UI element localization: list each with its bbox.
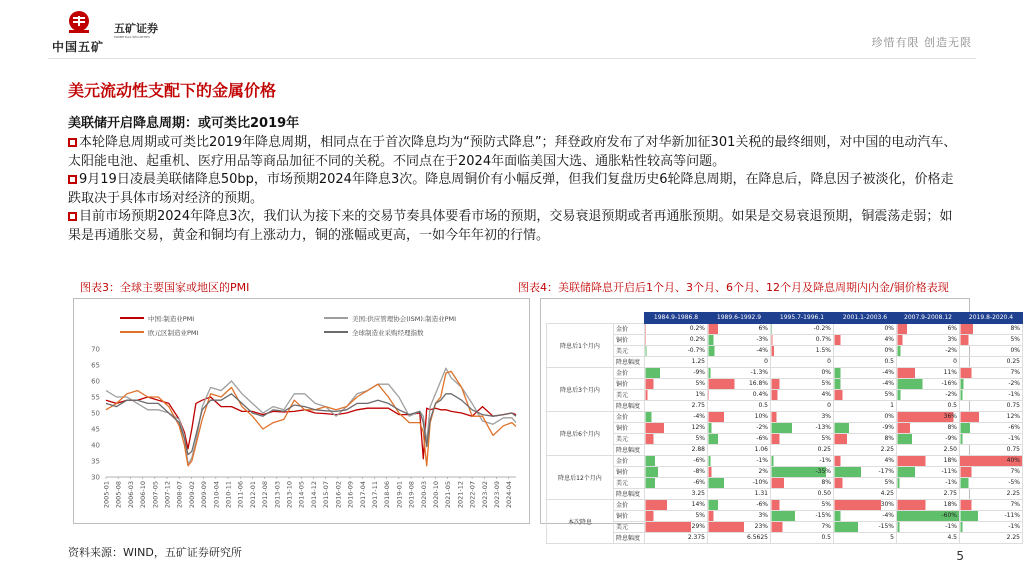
metric-label: 金价	[614, 411, 645, 422]
table-cell: -0.7%	[645, 345, 708, 356]
table-cell: -6%	[708, 433, 771, 444]
logo-securities-name: 五矿证券	[114, 22, 158, 35]
x-tick-label: 2009-09	[200, 481, 209, 509]
x-tick-label: 2013-03	[273, 481, 282, 509]
table-cell: -15%	[834, 521, 897, 532]
table-cell: -11%	[897, 466, 960, 477]
table-cell: 8%	[771, 477, 834, 488]
source-note: 资料来源：WIND，五矿证券研究所	[68, 546, 242, 559]
table-cell: 18%	[897, 455, 960, 466]
table-cell: -6%	[645, 455, 708, 466]
y-tick-label: 60	[91, 377, 100, 386]
table-cell: -6%	[708, 499, 771, 510]
table-cell: 18%	[897, 499, 960, 510]
x-tick-label: 2020-10	[431, 481, 440, 509]
x-tick-label: 2016-02	[334, 481, 343, 509]
table-cell: 0.25	[771, 444, 834, 455]
table-cell: 4.25	[834, 488, 897, 499]
x-tick-label: 2020-03	[419, 481, 428, 509]
x-tick-label: 2023-09	[492, 481, 501, 509]
bullet-text: 9月19日凌晨美联储降息50bp，市场预期2024年降息3次。降息周铜价有小幅反弹，但我们复盘历史6轮降息周期，在降息后，降息因子被淡化，价格走跌取决于具体市场对经济的预期。	[68, 172, 954, 206]
table-cell: 0.2%	[645, 334, 708, 345]
table-cell: 0	[708, 356, 771, 367]
rate-cut-table-body	[547, 323, 1023, 543]
table-cell: 1.31	[708, 488, 771, 499]
x-tick-label: 2007-05	[151, 481, 160, 509]
table-cell: 4.5	[897, 532, 960, 543]
table-cell: 5	[834, 532, 897, 543]
metric-label: 美元	[614, 521, 645, 532]
x-tick-label: 2014-05	[297, 481, 306, 509]
table-cell: 36%	[897, 411, 960, 422]
metric-label: 铜价	[614, 378, 645, 389]
x-tick-label: 2005-01	[102, 481, 111, 509]
table-cell: 1.25	[645, 356, 708, 367]
metric-label: 铜价	[614, 422, 645, 433]
table-cell: -35%	[771, 466, 834, 477]
legend-label-global: 全球制造业采购经理指数	[352, 329, 424, 337]
table-cell: -2%	[897, 389, 960, 400]
table-cell: -1%	[771, 455, 834, 466]
table-cell: -60%	[897, 510, 960, 521]
table-cell: 0.5	[834, 356, 897, 367]
x-tick-label: 2011-06	[236, 481, 245, 509]
table-row	[547, 356, 1023, 367]
x-tick-label: 2005-08	[114, 481, 123, 509]
metric-label: 降息幅度	[614, 488, 645, 499]
table-cell: 0.75	[960, 444, 1023, 455]
table-row	[547, 334, 1023, 345]
table-cell: 2.25	[834, 444, 897, 455]
table-row	[547, 455, 1023, 466]
table-cell: 2.25	[960, 532, 1023, 543]
table-cell: -1%	[960, 433, 1023, 444]
y-tick-label: 40	[91, 441, 100, 450]
table-header-blank	[614, 313, 645, 324]
table-cell: -9%	[645, 367, 708, 378]
table-cell: 5%	[645, 378, 708, 389]
table-cell: 0%	[834, 345, 897, 356]
table-cell: 3.25	[645, 488, 708, 499]
metric-label: 降息幅度	[614, 444, 645, 455]
table-row	[547, 433, 1023, 444]
metric-label: 降息幅度	[614, 532, 645, 543]
table-cell: 5%	[834, 477, 897, 488]
table-cell: 8%	[897, 422, 960, 433]
figure4-caption: 图表4：美联储降息开启后1个月、3个月、6个月、12个月及降息周期内内金/铜价格表现	[518, 281, 949, 294]
table-cell: 29%	[645, 521, 708, 532]
table-cell: -6%	[960, 422, 1023, 433]
group-label: 降息后1个月内	[547, 323, 614, 367]
table-cell: 0%	[771, 367, 834, 378]
x-tick-label: 2015-07	[322, 481, 331, 509]
metric-label: 美元	[614, 433, 645, 444]
table-cell: 0.75	[960, 400, 1023, 411]
table-cell: 6.5625	[708, 532, 771, 543]
table-cell: -6%	[645, 477, 708, 488]
metric-label: 金价	[614, 455, 645, 466]
table-cell: 2.75	[645, 400, 708, 411]
table-cell: 14%	[645, 499, 708, 510]
table-cell: 0%	[834, 323, 897, 334]
period-header: 1995.7-1996.1	[771, 313, 834, 324]
table-cell: 40%	[960, 455, 1023, 466]
company-logo	[48, 8, 178, 54]
chart-legend	[120, 314, 456, 337]
figure3-frame	[73, 298, 530, 524]
table-cell: 0%	[960, 345, 1023, 356]
metric-label: 铜价	[614, 466, 645, 477]
table-cell: 10%	[708, 411, 771, 422]
table-cell: 2%	[708, 466, 771, 477]
table-cell: 0.5	[708, 400, 771, 411]
period-header: 1989.6-1992.9	[708, 313, 771, 324]
table-cell: -10%	[708, 477, 771, 488]
y-tick-label: 30	[91, 473, 100, 482]
table-cell: -1%	[897, 521, 960, 532]
bullet-checkbox-icon	[68, 175, 77, 184]
table-cell: -8%	[645, 466, 708, 477]
slide-subtitle: 美联储开启降息周期：或可类比2019年	[68, 116, 300, 131]
x-tick-label: 2019-01	[395, 481, 404, 509]
y-tick-label: 55	[91, 393, 100, 402]
page-number: 5	[956, 549, 964, 563]
table-cell: -2%	[708, 422, 771, 433]
table-cell: 0.25	[960, 356, 1023, 367]
table-cell: 12%	[645, 422, 708, 433]
bullet-item	[68, 171, 958, 208]
x-tick-label: 2014-12	[309, 481, 318, 509]
table-cell: 5%	[771, 499, 834, 510]
table-cell: -1%	[708, 455, 771, 466]
table-cell: 8%	[960, 323, 1023, 334]
bullet-list	[68, 134, 958, 245]
y-tick-label: 50	[91, 409, 100, 418]
figure3-caption: 图表3：全球主要国家或地区的PMI	[80, 281, 250, 294]
table-cell: -1%	[960, 389, 1023, 400]
x-tick-label: 2024-04	[505, 481, 514, 509]
metric-label: 金价	[614, 323, 645, 334]
x-tick-label: 2023-02	[480, 481, 489, 509]
table-cell: -16%	[897, 378, 960, 389]
table-cell: -2%	[897, 345, 960, 356]
group-label: 降息后12个月内	[547, 455, 614, 499]
y-tick-label: 70	[91, 345, 100, 354]
x-tick-label: 2017-04	[358, 481, 367, 509]
x-tick-label: 2021-12	[456, 481, 465, 509]
table-cell: -1%	[897, 477, 960, 488]
period-header: 2001.1-2003.6	[834, 313, 897, 324]
table-cell: 6%	[897, 323, 960, 334]
bullet-text: 本轮降息周期或可类比2019年降息周期，相同点在于首次降息均为“预防式降息”；拜登政府发布了对华新加征301关税的最终细则，对中国的电动汽车、太阳能电池、起重机、医疗用品等商品加征不同的关税。不同点在于2024年面临美国大选、通胀粘性较高等问题。	[68, 135, 957, 169]
table-cell: 11%	[897, 367, 960, 378]
table-cell: 6%	[708, 323, 771, 334]
rate-cut-table-wrapper	[546, 312, 1023, 544]
table-row	[547, 532, 1023, 543]
rate-cut-table	[546, 312, 1023, 544]
table-cell: 12%	[960, 411, 1023, 422]
period-header: 2007.9-2008.12	[897, 313, 960, 324]
table-row	[547, 466, 1023, 477]
table-cell: 0.5	[897, 400, 960, 411]
table-cell: 1	[834, 400, 897, 411]
series-line-2	[106, 371, 516, 465]
table-cell: 7%	[960, 499, 1023, 510]
metric-label: 美元	[614, 477, 645, 488]
metric-label: 降息幅度	[614, 400, 645, 411]
table-cell: 0%	[834, 411, 897, 422]
y-tick-label: 45	[91, 425, 100, 434]
bullet-item	[68, 208, 958, 245]
chart-series	[106, 368, 516, 466]
table-row	[547, 499, 1023, 510]
metric-label: 降息幅度	[614, 356, 645, 367]
table-cell: 7%	[771, 521, 834, 532]
x-tick-label: 2008-07	[175, 481, 184, 509]
chart-axes	[91, 346, 516, 509]
table-row	[547, 477, 1023, 488]
table-cell: -13%	[771, 422, 834, 433]
table-row	[547, 411, 1023, 422]
table-cell: 1%	[645, 389, 708, 400]
table-row	[547, 389, 1023, 400]
group-label: 降息后6个月内	[547, 411, 614, 455]
table-row	[547, 400, 1023, 411]
table-cell: -3%	[708, 334, 771, 345]
table-cell: 8%	[834, 433, 897, 444]
table-cell: -4%	[834, 378, 897, 389]
table-row	[547, 323, 1023, 334]
group-label: 本次降息	[547, 499, 614, 543]
x-tick-label: 2021-05	[444, 481, 453, 509]
slogan: 珍惜有限 创造无限	[871, 36, 972, 49]
bullet-checkbox-icon	[68, 138, 77, 147]
y-tick-label: 65	[91, 361, 100, 370]
metric-label: 美元	[614, 389, 645, 400]
slide-title: 美元流动性支配下的金属价格	[68, 81, 277, 100]
table-cell: 2.375	[645, 532, 708, 543]
x-tick-label: 2013-10	[285, 481, 294, 509]
table-cell: -17%	[834, 466, 897, 477]
table-cell: -9%	[897, 433, 960, 444]
table-cell: -4%	[834, 510, 897, 521]
table-cell: 0.50	[771, 488, 834, 499]
table-cell: 2.25	[960, 488, 1023, 499]
table-cell: 0	[771, 356, 834, 367]
table-cell: -15%	[771, 510, 834, 521]
legend-label-eurozone: 欧元区制造业PMI	[148, 329, 199, 337]
table-cell: -4%	[834, 367, 897, 378]
table-header-row	[547, 313, 1023, 324]
table-row	[547, 444, 1023, 455]
table-cell: 2.75	[897, 488, 960, 499]
table-cell: 0.5	[771, 532, 834, 543]
table-cell: 5%	[771, 433, 834, 444]
x-tick-label: 2009-02	[187, 481, 196, 509]
table-cell: 23%	[708, 521, 771, 532]
table-header-blank	[547, 313, 614, 324]
legend-label-us: 美国:供应管理协会(ISM):制造业PMI	[352, 315, 457, 323]
x-tick-label: 2007-12	[163, 481, 172, 509]
y-tick-label: 35	[91, 457, 100, 466]
table-cell: 5%	[834, 389, 897, 400]
table-cell: -5%	[960, 477, 1023, 488]
table-cell: -1.3%	[708, 367, 771, 378]
metric-label: 铜价	[614, 510, 645, 521]
x-tick-label: 2018-06	[383, 481, 392, 509]
metric-label: 金价	[614, 367, 645, 378]
table-cell: 4%	[771, 389, 834, 400]
logo-securities-english: MINMETALS SECURITIES	[114, 35, 150, 39]
group-label: 降息后3个月内	[547, 367, 614, 411]
x-tick-label: 2012-01	[248, 481, 257, 509]
table-cell: -4%	[708, 345, 771, 356]
table-cell: 0.2%	[645, 323, 708, 334]
table-cell: 5%	[645, 510, 708, 521]
x-tick-label: 2006-10	[139, 481, 148, 509]
table-cell: 0	[771, 400, 834, 411]
table-cell: -2%	[960, 378, 1023, 389]
x-tick-label: 2012-08	[261, 481, 270, 509]
table-row	[547, 345, 1023, 356]
table-cell: 4%	[834, 455, 897, 466]
table-cell: 30%	[834, 499, 897, 510]
logo-emblem-icon	[66, 10, 92, 34]
table-cell: 7%	[960, 466, 1023, 477]
table-row	[547, 510, 1023, 521]
table-cell: 5%	[960, 334, 1023, 345]
table-cell: 3%	[708, 510, 771, 521]
table-cell: -0.2%	[771, 323, 834, 334]
legend-label-china: 中国:制造业PMI	[148, 315, 195, 323]
table-cell: 5%	[645, 433, 708, 444]
pmi-line-chart	[74, 299, 529, 523]
table-cell: 7%	[960, 367, 1023, 378]
table-cell: 0.7%	[771, 334, 834, 345]
table-cell: 5%	[771, 378, 834, 389]
table-cell: -4%	[645, 411, 708, 422]
table-cell: -1%	[960, 521, 1023, 532]
x-tick-label: 2006-03	[126, 481, 135, 509]
table-cell: 0.4%	[708, 389, 771, 400]
metric-label: 铜价	[614, 334, 645, 345]
bullet-checkbox-icon	[68, 212, 77, 221]
period-header: 2019.8-2020.4	[960, 313, 1023, 324]
x-tick-label: 2022-07	[468, 481, 477, 509]
table-row	[547, 521, 1023, 532]
table-row	[547, 422, 1023, 433]
metric-label: 金价	[614, 499, 645, 510]
table-cell: 0	[897, 356, 960, 367]
x-tick-label: 2019-08	[407, 481, 416, 509]
table-cell: -9%	[834, 422, 897, 433]
bullet-item	[68, 134, 958, 171]
x-tick-label: 2010-04	[212, 481, 221, 509]
table-row	[547, 367, 1023, 378]
x-tick-label: 2010-11	[224, 481, 233, 509]
table-cell: 4%	[834, 334, 897, 345]
table-cell: -11%	[960, 510, 1023, 521]
x-tick-label: 2016-09	[346, 481, 355, 509]
table-row	[547, 378, 1023, 389]
table-cell: 1.5%	[771, 345, 834, 356]
table-cell: 2.50	[897, 444, 960, 455]
bullet-text: 目前市场预期2024年降息3次，我们认为接下来的交易节奏具体要看市场的预期，交易衰退预期或者再通胀预期。如果是交易衰退预期，铜震荡走弱；如果是再通胀交易，黄金和铜均有上涨动力，铜的涨幅或更高，一如今年年初的行情。	[68, 209, 953, 243]
table-cell: 3%	[897, 334, 960, 345]
period-header: 1984.9-1986.8	[645, 313, 708, 324]
table-cell: 3%	[771, 411, 834, 422]
logo-company-name: 中国五矿	[52, 40, 105, 54]
table-cell: 16.8%	[708, 378, 771, 389]
table-cell: 1.06	[708, 444, 771, 455]
header-divider	[48, 58, 976, 59]
x-tick-label: 2017-11	[370, 481, 379, 509]
table-row	[547, 488, 1023, 499]
series-line-1	[106, 368, 516, 464]
table-cell: 2.88	[645, 444, 708, 455]
metric-label: 美元	[614, 345, 645, 356]
